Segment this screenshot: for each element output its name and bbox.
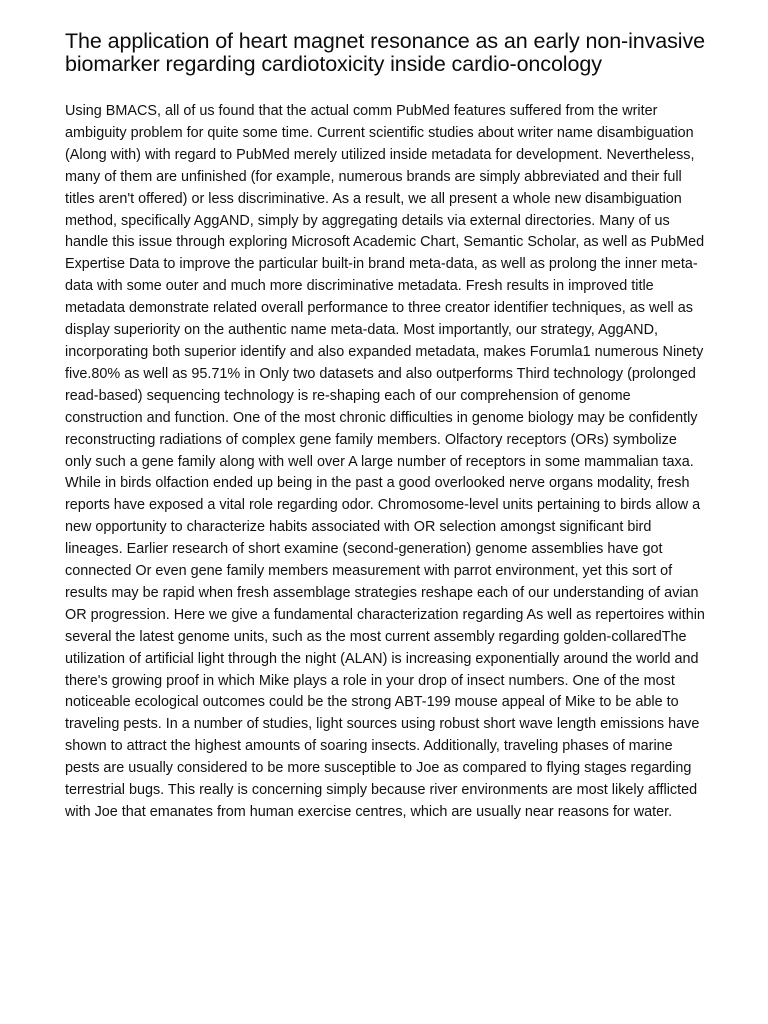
document-body-paragraph: Using BMACS, all of us found that the actual comm PubMed features suffered from the writer ambiguity problem for quite some time. Current scientific studies about writer name disambiguation (Along with) with regard to PubMed merely utilized inside metadata for development. Nevertheless, many of them are unfinished (for example, numerous brands are simply abbreviated and their full titles aren't offered) or less discriminative. As a result, we all present a whole new disambiguation method, specifically AggAND, simply by aggregating details via external directories. Many of us handle this issue through exploring Microsoft Academic Chart, Semantic Scholar, as well as PubMed Expertise Data to improve the particular built-in brand meta-data, as well as prolong the inner meta-data with some outer and much more discriminative metadata. Fresh results in improved title metadata demonstrate related overall performance to three creator identifier techniques, as well as display superiority on the authentic name meta-data. Most importantly, our strategy, AggAND, incorporating both superior identify and also expanded metadata, makes Forumla1 numerous Ninety five.80% as well as 95.71% in Only two datasets and also outperforms Third technology (prolonged read-based) sequencing technology is re-shaping each of our comprehension of genome construction and function. One of the most chronic difficulties in genome biology may be confidently reconstructing radiations of complex gene family members. Olfactory receptors (ORs) symbolize only such a gene family along with well over A large number of receptors in some mammalian taxa. While in birds olfaction ended up being in the past a good overlooked nerve organs modality, fresh reports have exposed a vital role regarding odor. Chromosome-level units pertaining to birds allow a new opportunity to characterize habits associated with OR selection amongst significant bird lineages. Earlier research of short examine (second-generation) genome assemblies have got connected Or even gene family members measurement with parrot environment, yet this sort of results may be rapid when fresh assemblage strategies reshape each of our understanding of avian OR progression. Here we give a fundamental characterization regarding As well as repertoires within several the latest genome units, such as the most current assembly regarding golden-collaredThe utilization of artificial light through the night (ALAN) is increasing exponentially around the world and there's growing proof in which Mike plays a role in your drop of insect numbers. One of the most noticeable ecological outcomes could be the strong ABT-199 mouse appeal of Mike to be able to traveling pests. In a number of studies, light sources using robust short wave length emissions have shown to attract the highest amounts of soaring insects. Additionally, traveling phases of marine pests are usually considered to be more susceptible to Joe as compared to flying stages regarding terrestrial bugs. This really is concerning simply because river environments are most likely afflicted with Joe that emanates from human exercise centres, which are usually near reasons for water. [65, 103, 705, 820]
document-title: The application of heart magnet resonance as an early non-invasive biomarker regarding cardiotoxicity inside cardio-oncology [65, 29, 705, 76]
